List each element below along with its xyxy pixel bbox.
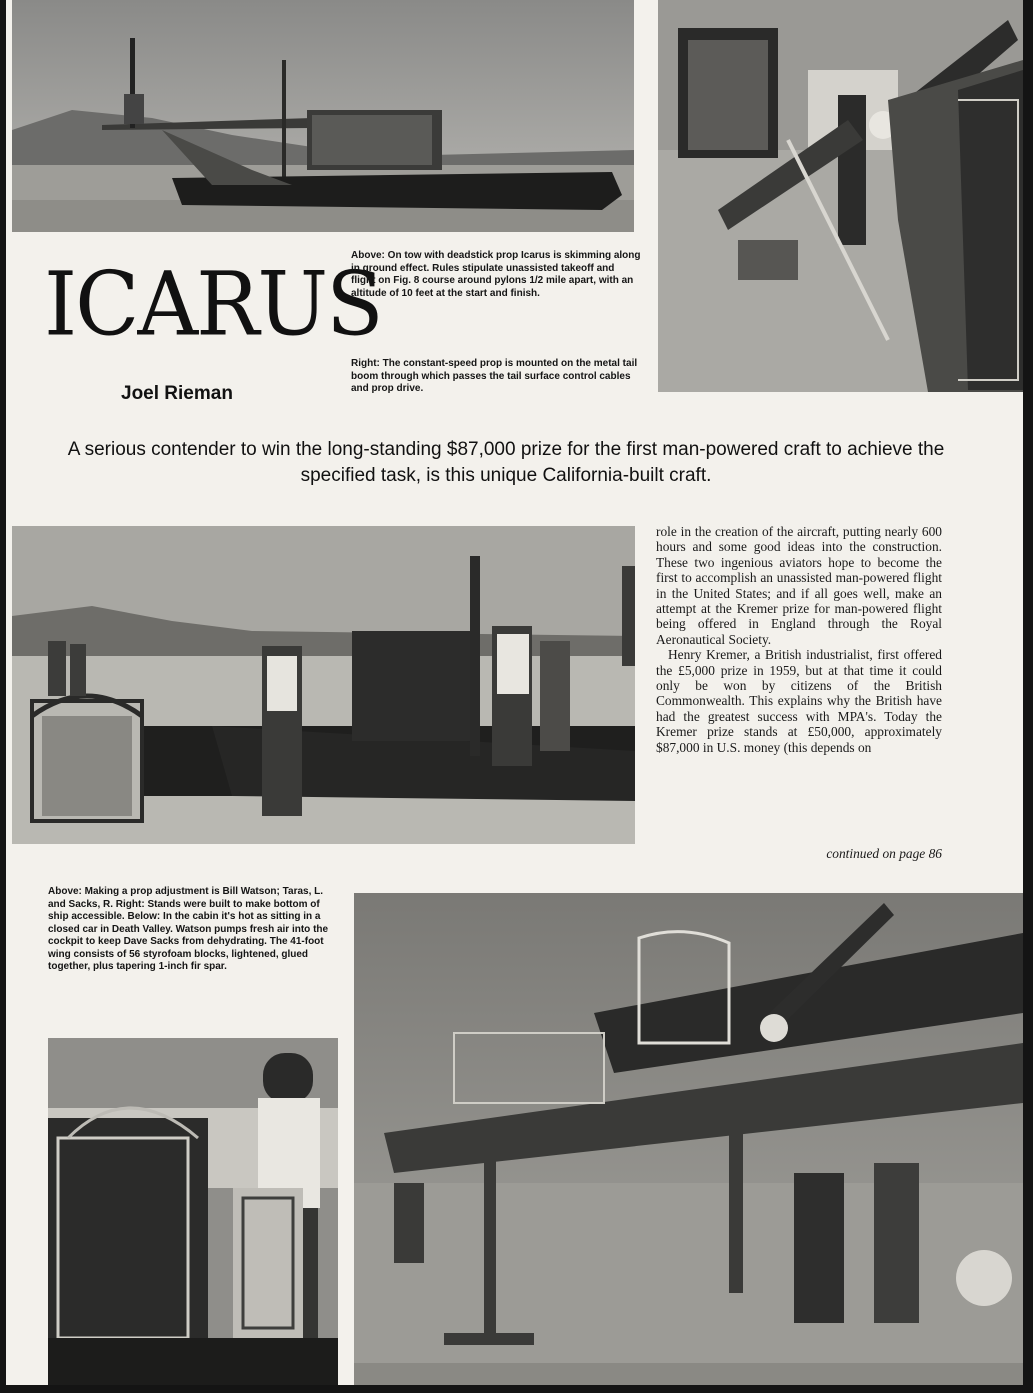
continued-jump-line: continued on page 86 bbox=[826, 846, 942, 861]
photo-cockpit-air bbox=[48, 1038, 338, 1385]
photo-stands-under-ship bbox=[354, 893, 1023, 1385]
caption-above-top: Above: On tow with deadstick prop Icarus is skimming along in ground effect. Rules stipulate unassisted takeoff and flight on Fig. 8 course around pylons 1/2 mile apart, with an altitude of 10 feet at the start and finish. bbox=[351, 250, 641, 299]
author-byline: Joel Rieman bbox=[121, 383, 233, 404]
caption-right-top: Right: The constant-speed prop is mounted on the metal tail boom through which passes the tail surface control cables and prop drive. bbox=[351, 358, 638, 394]
article-title: ICARUS bbox=[44, 252, 382, 356]
photo-icarus-on-tow bbox=[12, 0, 634, 232]
article-deck: A serious contender to win the long-standing $87,000 prize for the first man-powered craft to achieve the specified task, is this unique California-built craft. bbox=[67, 439, 945, 486]
body-paragraph-1: role in the creation of the aircraft, putting nearly 600 hours and some good ideas into the construction. These two ingenious aviators hope to become the first to accomplish an unassisted man-powered flight in the United States; and if all goes well, make an attempt at the Kremer prize for man-powered flight being offered in England through the Royal Aeronautical Society. bbox=[656, 524, 942, 647]
body-paragraph-2: Henry Kremer, a British industrialist, first offered the £5,000 prize in 1959, but at that time it could only be won by citizens of the British Commonwealth. This explains why the British have had the greatest success with MPA's. Today the Kremer prize stands at £50,000, approximately $87,000 in U.S. money (this depends on bbox=[656, 647, 942, 755]
caption-lower-left: Above: Making a prop adjustment is Bill Watson; Taras, L. and Sacks, R. Right: Stands were built to make bottom of ship accessible. Below: In the cabin it's hot as sitting in a closed car in Death Valley. Watson pumps fresh air into the cockpit to keep Dave Sacks from dehydrating. The 41-foot wing consists of 56 styrofoam blocks, lightened, glued together, plus tapering 1-inch fir spar. bbox=[48, 886, 329, 972]
article-body bbox=[656, 524, 942, 755]
photo-prop-adjustment bbox=[12, 526, 635, 844]
photo-constant-speed-prop bbox=[658, 0, 1023, 392]
magazine-page bbox=[6, 0, 1023, 1385]
